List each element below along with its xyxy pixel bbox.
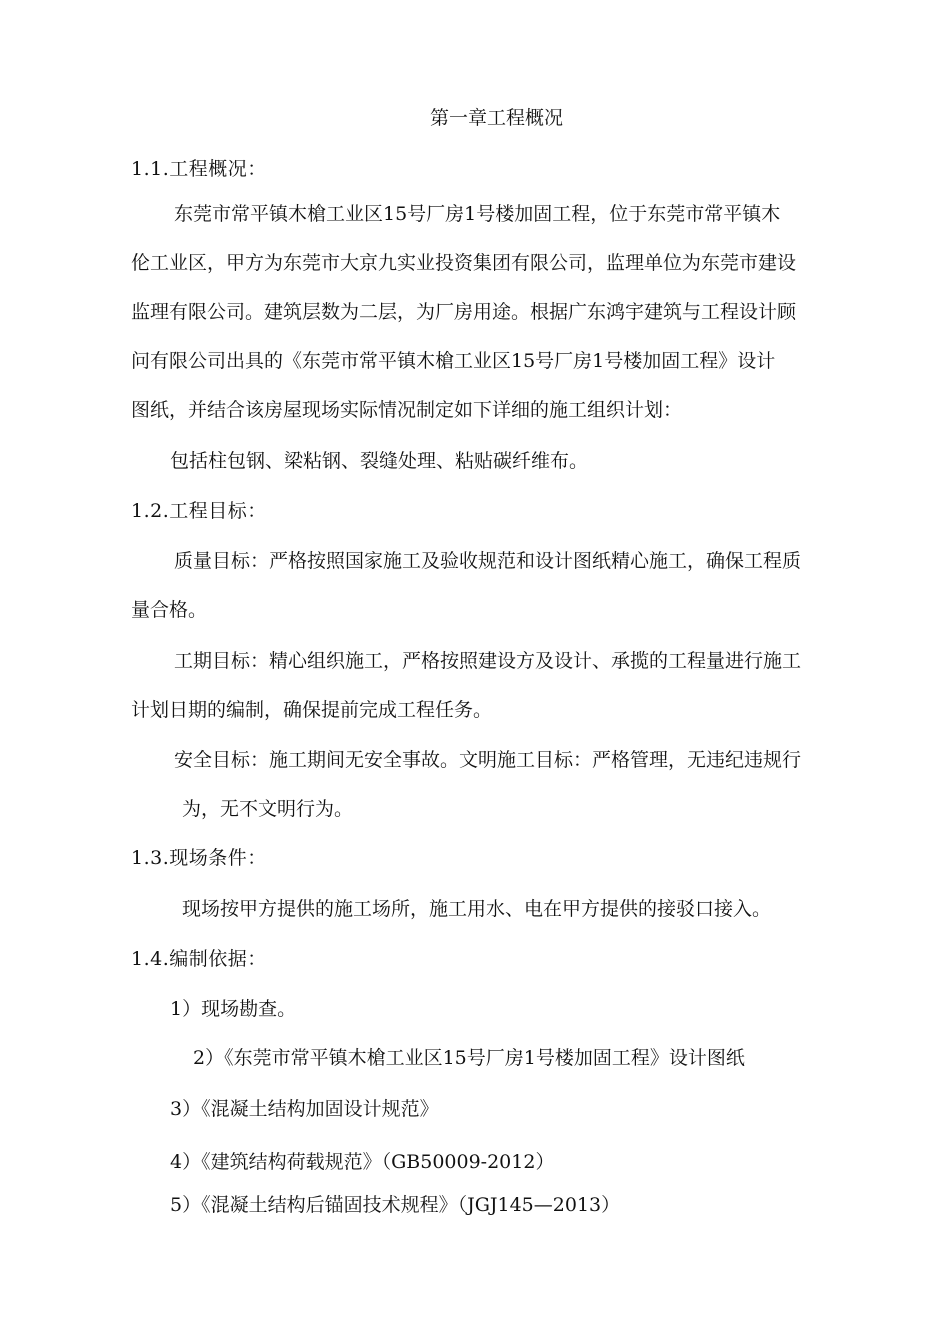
schedule-target-line: 计划日期的编制，确保提前完成工程任务。	[131, 699, 493, 721]
section-heading-1-4: 1.4.编制依据：	[131, 948, 267, 970]
paragraph-line: 监理有限公司。建筑层数为二层，为厂房用途。根据广东鸿宇建筑与工程设计顾	[131, 301, 797, 323]
basis-list-item: 1）现场勘查。	[170, 998, 297, 1020]
paragraph-line: 东莞市常平镇木槍工业区15号厂房1号楼加固工程，位于东莞市常平镇木	[174, 203, 781, 225]
basis-list-item: 2）《东莞市常平镇木槍工业区15号厂房1号楼加固工程》设计图纸	[193, 1047, 745, 1069]
scope-paragraph: 包括柱包钢、梁粘钢、裂缝处理、粘贴碳纤维布。	[170, 450, 589, 472]
basis-list-item: 4）《建筑结构荷载规范》（GB50009-2012）	[170, 1151, 555, 1173]
quality-target-line: 量合格。	[131, 599, 208, 621]
basis-list-item: 5）《混凝土结构后锚固技术规程》（JGJ145—2013）	[170, 1194, 621, 1216]
paragraph-line: 伦工业区，甲方为东莞市大京九实业投资集团有限公司，监理单位为东莞市建设	[131, 252, 797, 274]
site-conditions-paragraph: 现场按甲方提供的施工场所，施工用水、电在甲方提供的接驳口接入。	[182, 898, 772, 920]
page-title: 第一章工程概况	[430, 107, 564, 129]
section-heading-1-2: 1.2.工程目标：	[131, 500, 267, 522]
section-heading-1-1: 1.1.工程概况：	[131, 158, 267, 180]
safety-target-line: 安全目标：施工期间无安全事故。文明施工目标：严格管理，无违纪违规行	[174, 749, 802, 771]
safety-target-line: 为，无不文明行为。	[182, 798, 354, 820]
paragraph-line: 图纸，并结合该房屋现场实际情况制定如下详细的施工组织计划：	[131, 399, 683, 421]
section-heading-1-3: 1.3.现场条件：	[131, 847, 267, 869]
quality-target-line: 质量目标：严格按照国家施工及验收规范和设计图纸精心施工，确保工程质	[174, 550, 802, 572]
schedule-target-line: 工期目标：精心组织施工，严格按照建设方及设计、承揽的工程量进行施工	[174, 650, 802, 672]
paragraph-line: 问有限公司出具的《东莞市常平镇木槍工业区15号厂房1号楼加固工程》设计	[131, 350, 776, 372]
basis-list-item: 3）《混凝土结构加固设计规范》	[170, 1098, 439, 1120]
